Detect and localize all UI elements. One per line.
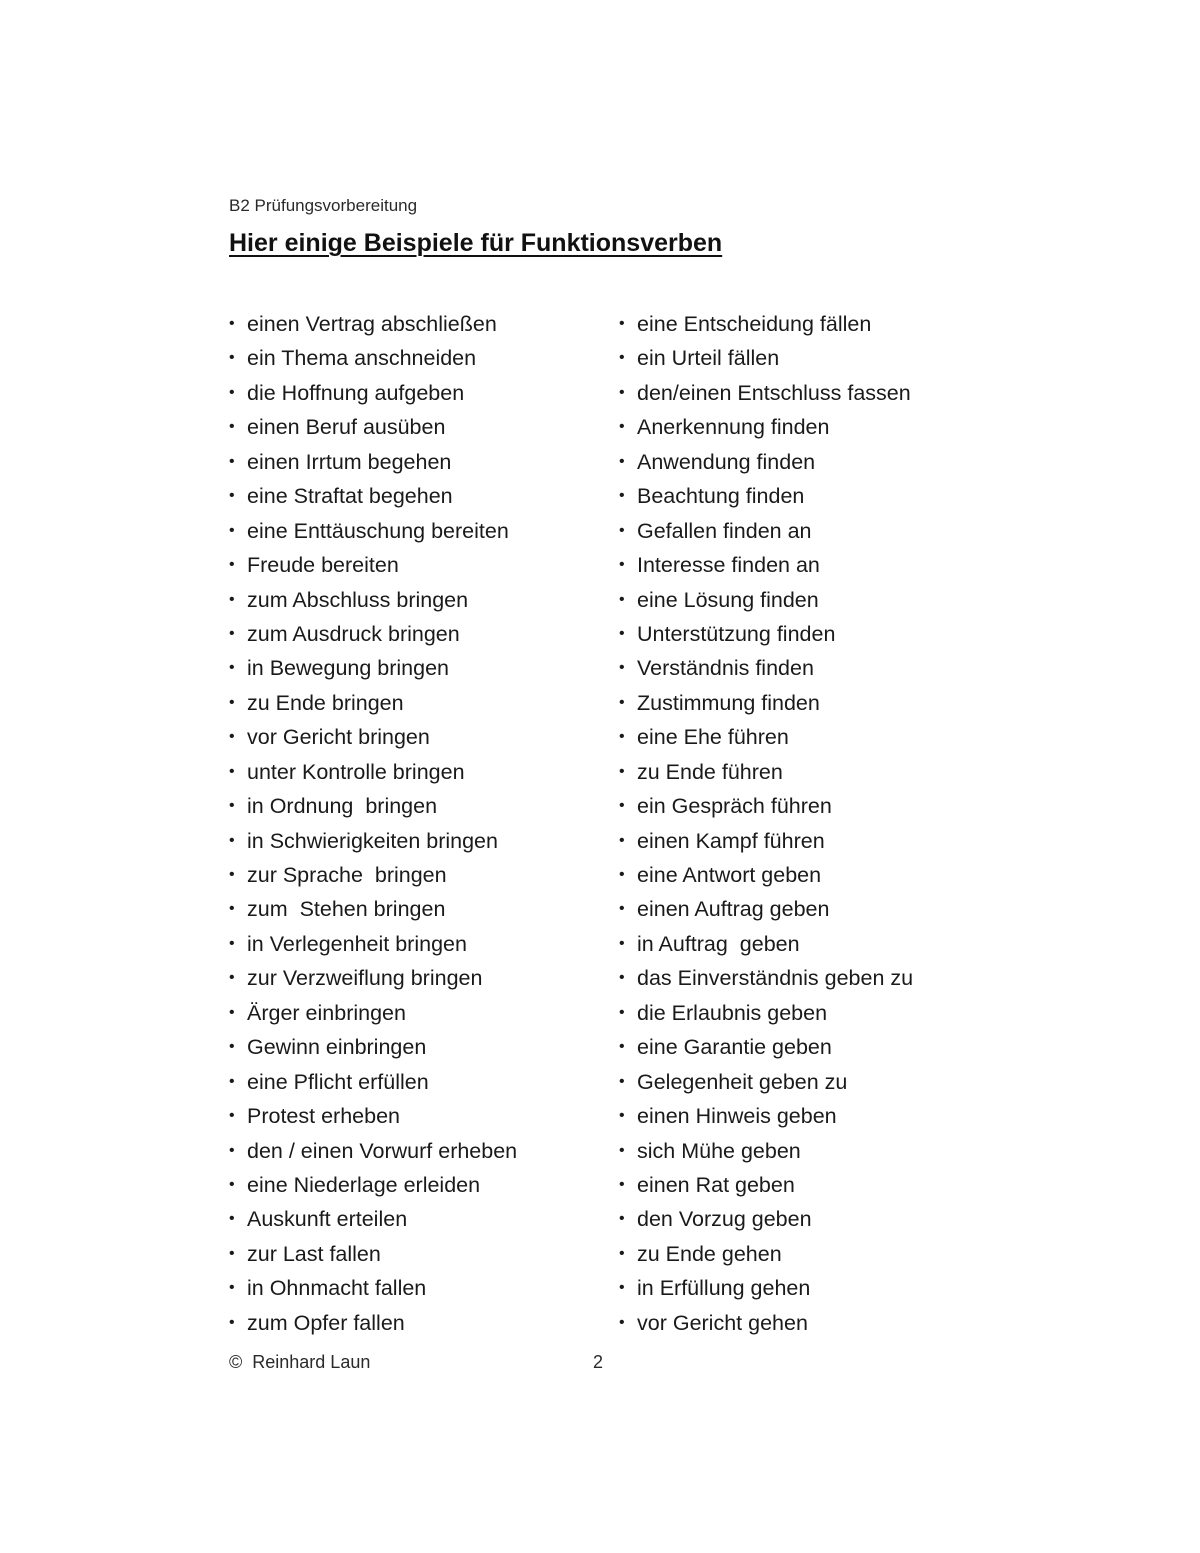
list-item-text: in Schwierigkeiten bringen [247,828,498,853]
list-item-text: zu Ende gehen [637,1241,782,1266]
bullet-icon: • [619,797,625,815]
bullet-icon: • [229,831,235,849]
list-item-text: eine Ehe führen [637,725,789,750]
list-item-text: Beachtung finden [637,484,805,509]
list-item-text: sich Mühe geben [637,1138,801,1163]
list-item [229,720,517,754]
bullet-icon: • [619,383,625,401]
list-item [229,1030,517,1064]
bullet-icon: • [229,797,235,815]
list-item-text: eine Entscheidung fällen [637,312,872,336]
list-item [619,927,913,961]
bullet-icon: • [619,418,625,436]
list-item [619,376,913,410]
page-number: 2 [593,1352,604,1372]
bullet-icon: • [229,315,235,332]
bullet-icon: • [619,487,625,505]
bullet-icon: • [619,831,625,849]
bullet-icon: • [229,900,235,918]
list-item-text: Protest erheben [247,1104,400,1129]
bullet-icon: • [229,1003,235,1021]
list-item [619,479,913,513]
bullet-icon: • [619,1313,625,1331]
list-item-text: eine Garantie geben [637,1035,832,1060]
list-item [619,961,913,995]
bullet-icon: • [619,900,625,918]
list-item-text: Unterstützung finden [637,621,836,646]
list-item-text: in Ordnung bringen [247,794,438,819]
bullet-icon: • [229,934,235,952]
left-column-list [229,307,517,1340]
list-item [619,410,913,444]
list-item-text: in Bewegung bringen [247,656,450,681]
bullet-icon: • [229,866,235,883]
page-title: Hier einige Beispiele für Funktionsverben [229,229,723,257]
list-item-text: den/einen Entschluss fassen [637,380,911,405]
bullet-icon: • [619,556,625,574]
list-item-text: Anwendung finden [637,449,816,474]
list-item [619,617,913,651]
bullet-icon: • [229,1072,235,1090]
list-item-text: zu Ende führen [637,759,783,784]
list-item [619,1271,913,1305]
list-item [229,583,517,617]
bullet-icon: • [229,1210,235,1228]
list-item [229,755,517,789]
list-item-text: in Auftrag geben [637,931,800,956]
bullet-icon: • [229,1175,235,1193]
list-item [229,892,517,926]
bullet-icon: • [619,693,625,711]
footer-copyright: © Reinhard Laun [229,1352,371,1372]
list-item [229,1237,517,1271]
list-item-text: die Hoffnung aufgeben [247,380,465,405]
list-item-text: in Ohnmacht fallen [247,1276,427,1301]
list-item [619,996,913,1030]
list-item-text: zum Ausdruck bringen [247,621,460,646]
bullet-icon: • [619,452,625,470]
bullet-icon: • [619,969,625,987]
bullet-icon: • [229,383,235,401]
bullet-icon: • [619,590,625,608]
list-item [619,1099,913,1133]
bullet-icon: • [619,934,625,952]
right-column-list [619,307,913,1340]
list-item [619,307,913,341]
list-item-text: eine Lösung finden [637,587,819,612]
list-item-text: in Verlegenheit bringen [247,931,467,956]
bullet-icon: • [229,418,235,436]
list-item-text: Gewinn einbringen [247,1035,427,1060]
list-item [619,755,913,789]
list-item [229,789,517,823]
bullet-icon: • [229,590,235,608]
list-item-text: Ärger einbringen [247,1000,406,1025]
list-item-text: einen Kampf führen [637,828,825,853]
bullet-icon: • [619,659,625,677]
list-item-text: zu Ende bringen [247,690,404,715]
list-item [229,824,517,858]
list-item-text: zur Sprache bringen [247,863,447,887]
list-item-text: vor Gericht bringen [247,725,430,750]
list-item [619,651,913,685]
bullet-icon: • [619,1210,625,1228]
list-item-text: zum Opfer fallen [247,1310,405,1335]
bullet-icon: • [619,1141,625,1159]
list-item [619,445,913,479]
bullet-icon: • [619,728,625,746]
bullet-icon: • [229,728,235,746]
list-item [619,1134,913,1168]
list-item [229,376,517,410]
list-item-text: Gelegenheit geben zu [637,1069,848,1094]
list-item [229,1271,517,1305]
list-item-text: eine Enttäuschung bereiten [247,518,509,543]
list-item-text: einen Irrtum begehen [247,449,452,474]
bullet-icon: • [619,521,625,539]
list-item [229,548,517,582]
bullet-icon: • [229,762,235,780]
list-item-text: Gefallen finden an [637,518,812,543]
list-item [229,1306,517,1340]
bullet-icon: • [229,624,235,642]
list-item-text: eine Pflicht erfüllen [247,1069,429,1094]
list-item-text: in Erfüllung gehen [637,1276,811,1301]
bullet-icon: • [619,1107,625,1125]
list-item [619,514,913,548]
bullet-icon: • [229,1279,235,1297]
list-item-text: eine Niederlage erleiden [247,1172,481,1197]
bullet-icon: • [229,521,235,539]
bullet-icon: • [229,969,235,987]
list-item [619,789,913,823]
bullet-icon: • [619,349,625,367]
bullet-icon: • [229,659,235,677]
list-item [619,720,913,754]
list-item [619,1202,913,1236]
bullet-icon: • [619,624,625,642]
list-item [619,858,913,892]
list-item [229,514,517,548]
list-item [229,341,517,375]
list-item-text: einen Vertrag abschließen [247,312,497,336]
list-item [619,1065,913,1099]
bullet-icon: • [619,1003,625,1021]
list-item [229,410,517,444]
list-item-text: ein Gespräch führen [637,794,832,819]
list-item [619,341,913,375]
list-item-text: ein Thema anschneiden [247,346,477,371]
bullet-icon: • [619,315,625,332]
bullet-icon: • [619,1244,625,1262]
list-item [229,1099,517,1133]
list-item [619,548,913,582]
bullet-icon: • [619,1072,625,1090]
page-header: B2 Prüfungsvorbereitung [229,196,418,215]
list-item-text: vor Gericht gehen [637,1310,808,1335]
bullet-icon: • [229,693,235,711]
list-item [619,1168,913,1202]
list-item [229,617,517,651]
list-item-text: Interesse finden an [637,553,820,578]
bullet-icon: • [229,1107,235,1125]
list-item-text: einen Hinweis geben [637,1104,837,1129]
list-item [619,1237,913,1271]
bullet-icon: • [619,1279,625,1297]
list-item-text: Anerkennung finden [637,415,830,440]
bullet-icon: • [229,1038,235,1056]
list-item-text: eine Straftat begehen [247,484,453,509]
list-item [229,651,517,685]
bullet-icon: • [229,1244,235,1262]
list-item-text: eine Antwort geben [637,863,822,887]
list-item [229,996,517,1030]
list-item [229,1065,517,1099]
list-item [229,479,517,513]
list-item-text: zum Stehen bringen [247,897,446,922]
list-item-text: Verständnis finden [637,656,814,681]
list-item [619,824,913,858]
list-item [229,307,517,341]
list-item-text: unter Kontrolle bringen [247,759,465,784]
list-item-text: die Erlaubnis geben [637,1000,828,1025]
bullet-icon: • [229,1141,235,1159]
bullet-icon: • [229,452,235,470]
list-item [229,1202,517,1236]
bullet-icon: • [619,1038,625,1056]
bullet-icon: • [229,349,235,367]
list-item [619,1030,913,1064]
list-item-text: einen Rat geben [637,1172,795,1197]
list-item-text: Auskunft erteilen [247,1207,408,1232]
list-item [619,892,913,926]
list-item-text: ein Urteil fällen [637,346,780,371]
bullet-icon: • [619,762,625,780]
list-item [229,1134,517,1168]
bullet-icon: • [229,487,235,505]
list-item [229,961,517,995]
list-item [229,927,517,961]
list-item [619,686,913,720]
bullet-icon: • [619,1175,625,1193]
list-item-text: den Vorzug geben [637,1207,812,1232]
list-item [619,1306,913,1340]
list-item-text: das Einverständnis geben zu [637,966,914,991]
list-item [619,583,913,617]
bullet-icon: • [619,866,625,883]
list-item-text: einen Beruf ausüben [247,415,446,440]
list-item [229,445,517,479]
list-item-text: einen Auftrag geben [637,897,830,922]
list-item-text: Freude bereiten [247,553,399,578]
bullet-icon: • [229,556,235,574]
list-item [229,1168,517,1202]
list-item [229,858,517,892]
list-item-text: zum Abschluss bringen [247,587,469,612]
list-item-text: den / einen Vorwurf erheben [247,1138,518,1163]
list-item-text: zur Verzweiflung bringen [247,966,483,991]
list-item-text: Zustimmung finden [637,690,820,715]
bullet-icon: • [229,1313,235,1331]
list-item [229,686,517,720]
list-item-text: zur Last fallen [247,1241,381,1266]
